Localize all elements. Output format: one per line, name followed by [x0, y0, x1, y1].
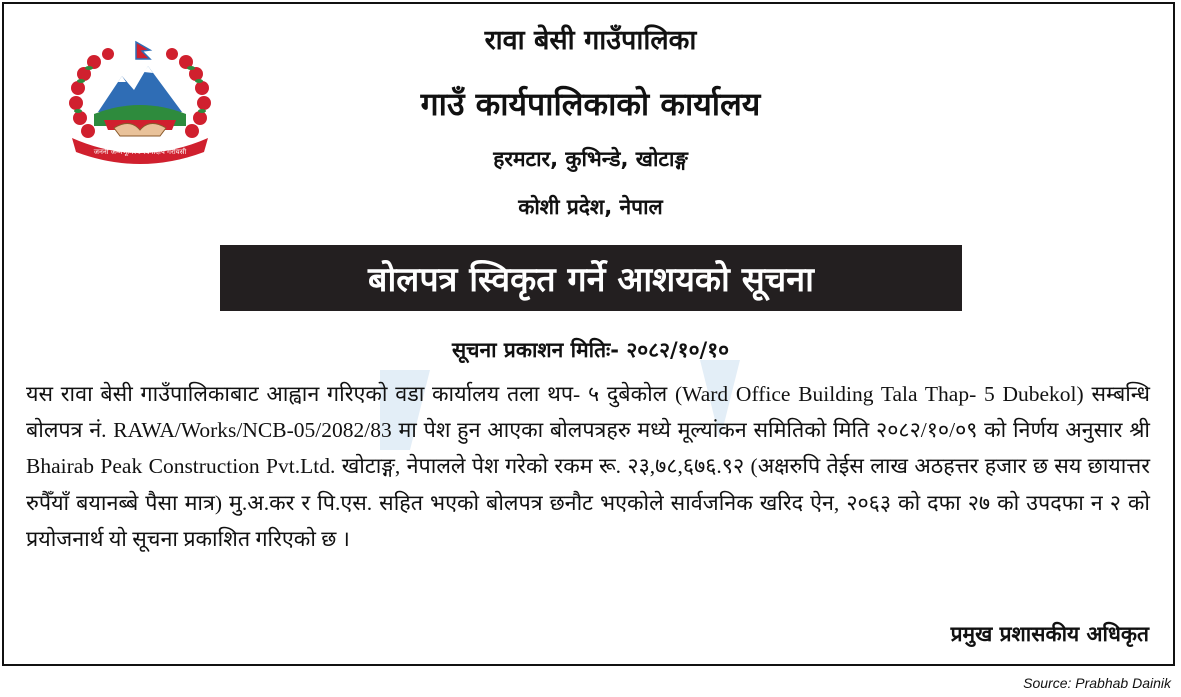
publication-date [0, 336, 1181, 364]
notice-title: बोलपत्र स्विकृत गर्ने आशयको सूचना [368, 260, 814, 300]
notice-body: यस रावा बेसी गाउँपालिकाबाट आह्वान गरिएको वडा कार्यालय तला थप- ५ दुबेकोल (Ward Office Building Tala Thap- 5 Dubekol) सम्बन्धि बोलपत्र नं. RAWA/Works/NCB-05/2082/83 मा पेश हुन आएका बोलपत्रहरु मध्ये मूल्यांकन समितिको मिति २०८२/१०/०९ को निर्णय अनुसार श्री Bhairab Peak Construction Pvt.Ltd. खोटाङ्ग, नेपालले पेश गरेको रकम रू. २३,७८,६७६.९२ (अक्षरुपि तेईस लाख अठहत्तर हजार छ सय छायात्तर रुपैँयाँ बयानब्बे पैसा मात्र) मु.अ.कर र पि.एस. सहित भएको बोलपत्र छनौट भएकोले सार्वजनिक खरिद ऐन, २०६३ को दफा २७ को उपदफा न २ को प्रयोजनार्थ यो सूचना प्रकाशित गरिएको छ । [26, 382, 1150, 551]
source-credit: Source: Prabhab Dainik [1023, 675, 1171, 691]
address-line: हरमटार, कुभिन्डे, खोटाङ्ग [493, 147, 688, 171]
province-line: कोशी प्रदेश, नेपाल [518, 195, 663, 219]
office-name: गाउँ कार्यपालिकाको कार्यालय [420, 85, 761, 123]
publication-date-label: सूचना प्रकाशन मितिः- [451, 338, 620, 362]
signatory-title: प्रमुख प्रशासकीय अधिकृत [950, 622, 1149, 646]
emblem-ribbon-text: जननी जन्मभूमिश्च स्वर्गादपि गरीयसी [93, 148, 187, 156]
publication-date-value: २०८२/१०/१० [626, 338, 730, 362]
municipality-name: रावा बेसी गाउँपालिका [484, 25, 697, 56]
notice-title-banner [220, 245, 962, 311]
